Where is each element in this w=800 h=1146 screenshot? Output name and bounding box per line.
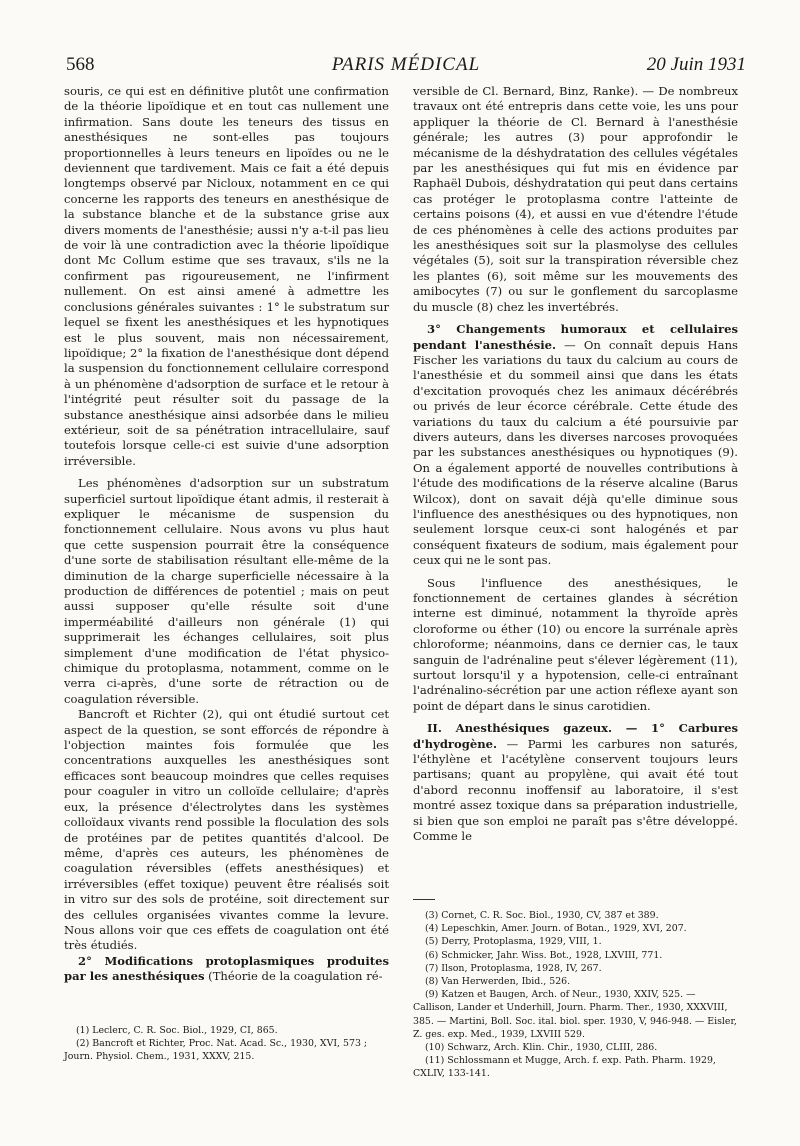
page-number: 568 [66, 54, 95, 75]
footnote-divider [413, 899, 435, 900]
body-paragraph: Sous l'influence des anesthésiques, le fonctionnement de certaines glandes à sécrétion interne est diminué, notamment la thyroïde après cloroforme ou éther (10) ou encore la surrénale après chloroforme; néanmoins, dans ce dernier cas, le taux sanguin de l'adrénaline peut s'élever légèrement (11), surtout lorsqu'il y a hypotension, celle-ci entraînant l'adrénalino-sécrétion par une action réflexe ayant son point de départ dans le sinus carotidien. [413, 575, 738, 713]
section-3-heading: 3° Changements humoraux et cellulaires pendant l'anesthésie. [413, 322, 738, 352]
left-column [64, 84, 389, 985]
section-3-paragraph [413, 322, 738, 569]
body-paragraph: Bancroft et Richter (2), qui ont étudié surtout cet aspect de la question, se sont efforcés de répondre à l'objection maintes fois formulée que les concentrations auxquelles les anesthésiques sont efficaces sont beaucoup moindres que celles requises pour coaguler in vitro un colloïde cellulaire; d'après eux, la présence d'électrolytes dans les systèmes colloïdaux vivants rend possible la floculation des sols de protéines par de petites quantités d'alcool. De même, d'après ces auteurs, les phénomènes de coagulation réversibles (effets anesthésiques) et irréversibles (effet toxique) peuvent être réalisés soit in vitro sur des sols de protéine, soit directement sur des cellules organisées vivantes comme la levure. Nous allons voir que ces effets de coagulation ont été très étudiés. [64, 707, 389, 953]
footnote: (7) Ilson, Protoplasma, 1928, IV, 267. [425, 962, 602, 974]
section-2-paragraph [64, 954, 389, 985]
body-paragraph: souris, ce qui est en définitive plutôt une confirmation de la théorie lipoïdique et en tout cas nullement une infirmation. Sans doute les teneurs des tissus en anesthésiques ne sont-elles pas toujours proportionnelles à leurs teneurs en lipoïdes ou ne le deviennent que tardivement. Mais ce fait a été depuis longtemps observé par Nicloux, notamment en ce qui concerne les rapports des teneurs en anesthésique de la substance blanche et de la substance grise aux divers moments de l'anesthésie; aussi n'y a-t-il pas lieu de voir là une contradiction avec la théorie lipoïdique dont Mc Collum estime que ses travaux, s'ils ne la confirment pas rigoureusement, ne l'infirment nullement. On est ainsi amené à admettre les conclusions générales suivantes : 1° le substratum sur lequel se fixent les anesthésiques et les hypnotiques est le plus souvent, mais non nécessairement, lipoïdique; 2° la fixation de l'anesthésique dont dépend la suspension du fonctionnement cellulaire correspond à un phénomène d'adsorption de surface et le retour à l'intégrité peut résulter soit du passage de la substance anesthésique ainsi adsorbée dans le milieu extérieur, soit de sa pénétration intracellulaire, sauf toutefois lorsque celle-ci est suivie d'une adsorption irréversible. [64, 84, 389, 468]
footnote: (2) Bancroft et Richter, Proc. Nat. Acad. Sc., 1930, XVI, 573 ; Journ. Physiol. Chem., 1931, XXXV, 215. [64, 1038, 368, 1063]
section-2-text: (Théorie de la coagulation ré- [204, 969, 383, 984]
footnote: (3) Cornet, C. R. Soc. Biol., 1930, CV, 387 et 389. [425, 910, 659, 921]
section-ii-heading: II. Anesthésiques gazeux. — 1° Carbures d'hydrogène. [413, 721, 738, 751]
footnote: (10) Schwarz, Arch. Klin. Chir., 1930, CLIII, 286. [425, 1042, 658, 1054]
section-ii-paragraph [413, 721, 738, 844]
footnote: (11) Schlossmann et Mugge, Arch. f. exp. Path. Pharm. 1929, CXLIV, 133-141. [413, 1055, 716, 1080]
footnote: (5) Derry, Protoplasma, 1929, VIII, 1. [425, 936, 602, 948]
footnote: (1) Leclerc, C. R. Soc. Biol., 1929, CI, 865. [76, 1025, 278, 1036]
right-column [413, 84, 738, 845]
section-2-heading: 2° Modifications protoplasmiques produites par les anesthésiques [64, 953, 389, 984]
section-3-text: — On connaît depuis Hans Fischer les variations du taux du calcium au cours de l'anesthésie et du sommeil ainsi que dans les états d'excitation provoqués chez les animaux décérébrés ou privés de leur écorce cérébrale. Cette étude des variations du taux du calcium a été poursuivie par divers auteurs, dans les diverses narcoses provoquées par les substances anesthésiques ou hypnotiques (9). On a également apporté de nouvelles contributions à l'étude des modifications de la réserve alcaline (Barus Wilcox), dont on savait déjà qu'elle diminue sous l'influence des anesthésiques ou des hypnotiques, non seulement lorsque ceux-ci sont halogénés et par conséquent fixateurs de sodium, mais également pour ceux qui ne le sont pas. [413, 337, 739, 568]
footnote: (8) Van Herwerden, Ibid., 526. [425, 976, 571, 988]
section-ii-text: — Parmi les carbures non saturés, l'éthylène et l'acétylène conservent toujours leurs partisans; quant au propylène, qui avait été tout d'abord reconnu inoffensif au laboratoire, il s'est montré assez toxique dans sa préparation industrielle, si bien que son emploi ne paraît pas s'être développé. Comme le [413, 736, 738, 844]
body-paragraph: Les phénomènes d'adsorption sur un substratum superficiel surtout lipoïdique étant admis, il resterait à expliquer le mécanisme de suspension du fonctionnement cellulaire. Nous avons vu plus haut que cette suspension pourrait être la conséquence d'une sorte de stabilisation résultant elle-même de la diminution de la charge superficielle nécessaire à la production de différences de potentiel ; mais on peut aussi supposer qu'elle résulte soit d'une imperméabilité d'ailleurs non générale (1) qui supprimerait les échanges cellulaires, soit plus simplement d'une modification de l'état physico-chimique du protoplasma, notamment, comme on le verra ci-après, d'une sorte de rétraction ou de coagulation réversible. [64, 476, 389, 706]
footnote: (6) Schmicker, Jahr. Wiss. Bot., 1928, LXVIII, 771. [425, 949, 663, 961]
body-paragraph: versible de Cl. Bernard, Binz, Ranke). — De nombreux travaux ont été entrepris dans cette voie, les uns pour appliquer la théorie de Cl. Bernard à l'anesthésie générale; les autres (3) pour approfondir le mécanisme de la déshydratation des cellules végétales par les anesthésiques qui fut mis en évidence par Raphaël Dubois, déshydratation qui peut dans certains cas protéger le protoplasma contre l'atteinte de certains poisons (4), et aussi en vue d'étendre l'étude de ces phénomènes à celle des actions produites par les anesthésiques soit sur la plasmolyse des cellules végétales (5), soit sur la transpiration réversible chez les plantes (6), soit même sur les mouvements des amibocytes (7) ou sur le gonflement du sarcoplasme du muscle (8) chez les invertébrés. [413, 84, 738, 314]
footnote: (4) Lepeschkin, Amer. Journ. of Botan., 1929, XVI, 207. [425, 923, 687, 935]
journal-title: PARIS MÉDICAL [331, 54, 481, 75]
footnote: (9) Katzen et Baugen, Arch. of Neur., 1930, XXIV, 525. — Callison, Lander et Underhill, Journ. Pharm. Ther., 1930, XXXVIII, 385. — Martini, Boll. Soc. ital. biol. sper. 1930, V, 946-948. — Eisler, Z. ges. exp. Med., 1939, LXVIII 529. [413, 989, 737, 1040]
issue-date: 20 Juin 1931 [646, 54, 746, 75]
left-footnotes [64, 1024, 389, 1064]
right-footnotes [413, 909, 738, 1081]
page-header [66, 54, 746, 80]
